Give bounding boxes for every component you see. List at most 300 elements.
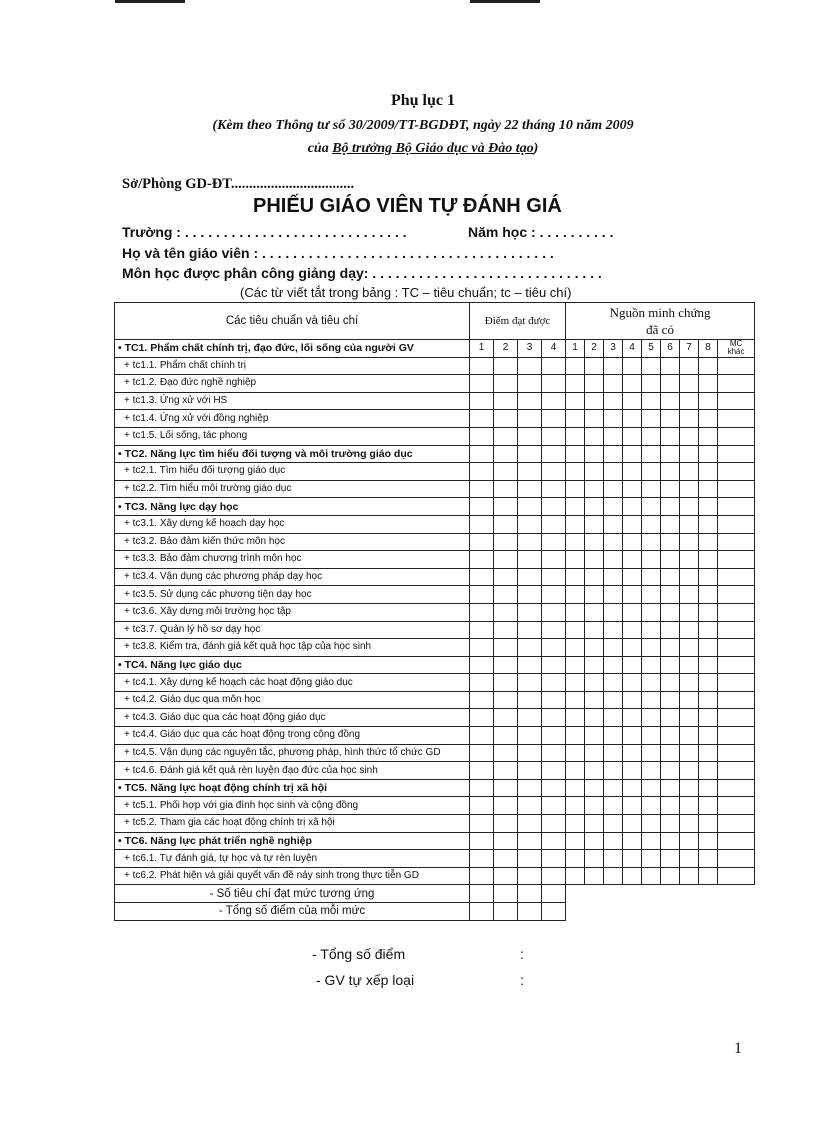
evidence-cell[interactable] — [566, 410, 585, 428]
summary-score-cell[interactable] — [542, 903, 566, 921]
evidence-cell[interactable] — [604, 779, 623, 797]
score-cell[interactable] — [518, 744, 542, 762]
evidence-cell[interactable] — [661, 551, 680, 569]
evidence-cell[interactable] — [623, 392, 642, 410]
score-cell[interactable] — [542, 621, 566, 639]
score-cell[interactable] — [518, 674, 542, 692]
evidence-cell[interactable] — [642, 639, 661, 657]
score-cell[interactable] — [518, 568, 542, 586]
score-cell[interactable] — [494, 762, 518, 780]
evidence-cell[interactable] — [623, 832, 642, 850]
score-cell[interactable] — [470, 603, 494, 621]
score-cell[interactable] — [518, 621, 542, 639]
score-cell[interactable] — [518, 656, 542, 674]
score-cell[interactable] — [494, 515, 518, 533]
evidence-cell[interactable] — [604, 392, 623, 410]
evidence-cell[interactable] — [585, 498, 604, 516]
score-cell[interactable] — [494, 727, 518, 745]
evidence-cell[interactable] — [699, 656, 718, 674]
evidence-cell[interactable] — [661, 639, 680, 657]
evidence-cell[interactable] — [585, 357, 604, 375]
summary-score-cell[interactable] — [494, 903, 518, 921]
evidence-cell[interactable] — [566, 603, 585, 621]
score-cell[interactable] — [470, 639, 494, 657]
evidence-cell[interactable] — [642, 515, 661, 533]
evidence-cell[interactable] — [642, 551, 661, 569]
evidence-cell[interactable] — [680, 603, 699, 621]
evidence-cell[interactable] — [718, 727, 755, 745]
evidence-cell[interactable] — [642, 815, 661, 833]
evidence-cell[interactable] — [623, 427, 642, 445]
score-cell[interactable] — [470, 674, 494, 692]
evidence-cell[interactable] — [680, 375, 699, 393]
evidence-cell[interactable] — [623, 797, 642, 815]
evidence-cell[interactable] — [699, 427, 718, 445]
evidence-cell[interactable] — [661, 762, 680, 780]
score-cell[interactable] — [518, 639, 542, 657]
evidence-cell[interactable] — [604, 498, 623, 516]
evidence-cell[interactable] — [566, 815, 585, 833]
evidence-cell[interactable] — [661, 867, 680, 885]
evidence-cell[interactable] — [604, 815, 623, 833]
evidence-cell[interactable] — [718, 674, 755, 692]
evidence-cell[interactable] — [566, 674, 585, 692]
evidence-cell[interactable] — [642, 410, 661, 428]
evidence-cell[interactable] — [642, 779, 661, 797]
evidence-cell[interactable] — [585, 621, 604, 639]
evidence-cell[interactable] — [604, 762, 623, 780]
evidence-cell[interactable] — [642, 709, 661, 727]
evidence-cell[interactable] — [585, 375, 604, 393]
score-cell[interactable] — [470, 515, 494, 533]
evidence-cell[interactable] — [680, 445, 699, 463]
score-cell[interactable] — [518, 815, 542, 833]
score-cell[interactable] — [542, 779, 566, 797]
evidence-cell[interactable] — [680, 779, 699, 797]
evidence-cell[interactable] — [566, 850, 585, 868]
evidence-cell[interactable] — [680, 551, 699, 569]
evidence-cell[interactable] — [623, 762, 642, 780]
evidence-cell[interactable] — [680, 850, 699, 868]
evidence-cell[interactable] — [585, 850, 604, 868]
score-cell[interactable] — [494, 656, 518, 674]
evidence-cell[interactable] — [699, 850, 718, 868]
evidence-cell[interactable] — [566, 797, 585, 815]
evidence-cell[interactable] — [699, 674, 718, 692]
evidence-cell[interactable] — [585, 480, 604, 498]
evidence-cell[interactable] — [566, 727, 585, 745]
score-cell[interactable] — [494, 815, 518, 833]
evidence-cell[interactable] — [699, 480, 718, 498]
score-cell[interactable] — [542, 498, 566, 516]
evidence-cell[interactable] — [661, 727, 680, 745]
score-cell[interactable] — [470, 744, 494, 762]
evidence-cell[interactable] — [699, 375, 718, 393]
evidence-cell[interactable] — [642, 427, 661, 445]
score-cell[interactable] — [470, 867, 494, 885]
score-cell[interactable] — [542, 480, 566, 498]
evidence-cell[interactable] — [661, 427, 680, 445]
evidence-cell[interactable] — [623, 744, 642, 762]
score-cell[interactable] — [494, 709, 518, 727]
evidence-cell[interactable] — [566, 515, 585, 533]
evidence-cell[interactable] — [623, 551, 642, 569]
score-cell[interactable] — [518, 603, 542, 621]
evidence-cell[interactable] — [566, 586, 585, 604]
evidence-cell[interactable] — [604, 551, 623, 569]
summary-score-cell[interactable] — [542, 885, 566, 903]
score-cell[interactable] — [470, 797, 494, 815]
evidence-cell[interactable] — [566, 498, 585, 516]
evidence-cell[interactable] — [680, 674, 699, 692]
score-cell[interactable] — [542, 727, 566, 745]
evidence-cell[interactable] — [661, 533, 680, 551]
evidence-cell[interactable] — [642, 568, 661, 586]
evidence-cell[interactable] — [661, 832, 680, 850]
score-cell[interactable] — [542, 762, 566, 780]
evidence-cell[interactable] — [604, 709, 623, 727]
score-cell[interactable] — [542, 639, 566, 657]
evidence-cell[interactable] — [566, 639, 585, 657]
evidence-cell[interactable] — [585, 709, 604, 727]
evidence-cell[interactable] — [604, 445, 623, 463]
evidence-cell[interactable] — [585, 427, 604, 445]
evidence-cell[interactable] — [699, 568, 718, 586]
evidence-cell[interactable] — [680, 392, 699, 410]
score-cell[interactable] — [494, 674, 518, 692]
evidence-cell[interactable] — [680, 744, 699, 762]
score-cell[interactable] — [518, 727, 542, 745]
evidence-cell[interactable] — [604, 568, 623, 586]
score-cell[interactable] — [470, 551, 494, 569]
evidence-cell[interactable] — [699, 498, 718, 516]
evidence-cell[interactable] — [604, 375, 623, 393]
score-cell[interactable] — [494, 463, 518, 481]
evidence-cell[interactable] — [718, 480, 755, 498]
evidence-cell[interactable] — [661, 357, 680, 375]
score-cell[interactable] — [494, 867, 518, 885]
score-cell[interactable] — [542, 691, 566, 709]
evidence-cell[interactable] — [718, 867, 755, 885]
evidence-cell[interactable] — [699, 744, 718, 762]
score-cell[interactable] — [494, 357, 518, 375]
evidence-cell[interactable] — [718, 779, 755, 797]
evidence-cell[interactable] — [661, 691, 680, 709]
summary-score-cell[interactable] — [470, 903, 494, 921]
evidence-cell[interactable] — [585, 867, 604, 885]
evidence-cell[interactable] — [604, 586, 623, 604]
score-cell[interactable] — [494, 850, 518, 868]
evidence-cell[interactable] — [623, 850, 642, 868]
evidence-cell[interactable] — [661, 586, 680, 604]
evidence-cell[interactable] — [623, 674, 642, 692]
evidence-cell[interactable] — [718, 603, 755, 621]
evidence-cell[interactable] — [699, 410, 718, 428]
score-cell[interactable] — [542, 568, 566, 586]
evidence-cell[interactable] — [661, 463, 680, 481]
evidence-cell[interactable] — [680, 691, 699, 709]
evidence-cell[interactable] — [718, 515, 755, 533]
evidence-cell[interactable] — [566, 691, 585, 709]
score-cell[interactable] — [494, 586, 518, 604]
score-cell[interactable] — [542, 515, 566, 533]
score-cell[interactable] — [494, 603, 518, 621]
evidence-cell[interactable] — [604, 691, 623, 709]
evidence-cell[interactable] — [623, 375, 642, 393]
score-cell[interactable] — [470, 691, 494, 709]
evidence-cell[interactable] — [585, 586, 604, 604]
evidence-cell[interactable] — [718, 762, 755, 780]
evidence-cell[interactable] — [680, 815, 699, 833]
evidence-cell[interactable] — [642, 603, 661, 621]
score-cell[interactable] — [494, 691, 518, 709]
score-cell[interactable] — [470, 656, 494, 674]
evidence-cell[interactable] — [604, 674, 623, 692]
evidence-cell[interactable] — [585, 744, 604, 762]
evidence-cell[interactable] — [566, 762, 585, 780]
score-cell[interactable] — [542, 375, 566, 393]
evidence-cell[interactable] — [642, 850, 661, 868]
evidence-cell[interactable] — [661, 815, 680, 833]
evidence-cell[interactable] — [566, 779, 585, 797]
evidence-cell[interactable] — [699, 691, 718, 709]
evidence-cell[interactable] — [604, 515, 623, 533]
evidence-cell[interactable] — [699, 815, 718, 833]
evidence-cell[interactable] — [718, 639, 755, 657]
score-cell[interactable] — [470, 357, 494, 375]
evidence-cell[interactable] — [623, 357, 642, 375]
evidence-cell[interactable] — [718, 392, 755, 410]
evidence-cell[interactable] — [718, 427, 755, 445]
evidence-cell[interactable] — [623, 815, 642, 833]
evidence-cell[interactable] — [623, 586, 642, 604]
evidence-cell[interactable] — [680, 410, 699, 428]
score-cell[interactable] — [542, 815, 566, 833]
evidence-cell[interactable] — [566, 621, 585, 639]
evidence-cell[interactable] — [604, 480, 623, 498]
evidence-cell[interactable] — [585, 762, 604, 780]
evidence-cell[interactable] — [604, 410, 623, 428]
evidence-cell[interactable] — [623, 568, 642, 586]
evidence-cell[interactable] — [680, 480, 699, 498]
evidence-cell[interactable] — [680, 533, 699, 551]
summary-score-cell[interactable] — [518, 903, 542, 921]
evidence-cell[interactable] — [566, 551, 585, 569]
evidence-cell[interactable] — [585, 410, 604, 428]
evidence-cell[interactable] — [718, 498, 755, 516]
evidence-cell[interactable] — [718, 709, 755, 727]
score-cell[interactable] — [542, 674, 566, 692]
evidence-cell[interactable] — [604, 744, 623, 762]
evidence-cell[interactable] — [585, 463, 604, 481]
score-cell[interactable] — [518, 357, 542, 375]
evidence-cell[interactable] — [661, 779, 680, 797]
score-cell[interactable] — [470, 586, 494, 604]
score-cell[interactable] — [470, 480, 494, 498]
evidence-cell[interactable] — [566, 533, 585, 551]
evidence-cell[interactable] — [699, 727, 718, 745]
evidence-cell[interactable] — [680, 498, 699, 516]
score-cell[interactable] — [494, 797, 518, 815]
score-cell[interactable] — [494, 480, 518, 498]
summary-score-cell[interactable] — [470, 885, 494, 903]
evidence-cell[interactable] — [604, 832, 623, 850]
evidence-cell[interactable] — [566, 709, 585, 727]
evidence-cell[interactable] — [718, 744, 755, 762]
evidence-cell[interactable] — [718, 463, 755, 481]
score-cell[interactable] — [470, 727, 494, 745]
score-cell[interactable] — [494, 533, 518, 551]
evidence-cell[interactable] — [718, 621, 755, 639]
evidence-cell[interactable] — [623, 656, 642, 674]
evidence-cell[interactable] — [642, 357, 661, 375]
evidence-cell[interactable] — [585, 392, 604, 410]
score-cell[interactable] — [518, 850, 542, 868]
evidence-cell[interactable] — [699, 586, 718, 604]
evidence-cell[interactable] — [642, 691, 661, 709]
score-cell[interactable] — [494, 779, 518, 797]
evidence-cell[interactable] — [566, 375, 585, 393]
score-cell[interactable] — [470, 375, 494, 393]
evidence-cell[interactable] — [699, 603, 718, 621]
score-cell[interactable] — [518, 463, 542, 481]
score-cell[interactable] — [518, 480, 542, 498]
score-cell[interactable] — [518, 867, 542, 885]
evidence-cell[interactable] — [699, 463, 718, 481]
evidence-cell[interactable] — [585, 691, 604, 709]
score-cell[interactable] — [470, 533, 494, 551]
evidence-cell[interactable] — [642, 797, 661, 815]
evidence-cell[interactable] — [680, 515, 699, 533]
evidence-cell[interactable] — [699, 779, 718, 797]
evidence-cell[interactable] — [699, 867, 718, 885]
evidence-cell[interactable] — [699, 621, 718, 639]
score-cell[interactable] — [518, 533, 542, 551]
evidence-cell[interactable] — [718, 357, 755, 375]
evidence-cell[interactable] — [566, 656, 585, 674]
evidence-cell[interactable] — [604, 357, 623, 375]
evidence-cell[interactable] — [566, 867, 585, 885]
evidence-cell[interactable] — [661, 709, 680, 727]
evidence-cell[interactable] — [566, 480, 585, 498]
evidence-cell[interactable] — [718, 551, 755, 569]
score-cell[interactable] — [470, 392, 494, 410]
score-cell[interactable] — [470, 779, 494, 797]
evidence-cell[interactable] — [566, 832, 585, 850]
score-cell[interactable] — [470, 621, 494, 639]
evidence-cell[interactable] — [604, 639, 623, 657]
score-cell[interactable] — [542, 656, 566, 674]
evidence-cell[interactable] — [623, 867, 642, 885]
score-cell[interactable] — [470, 850, 494, 868]
evidence-cell[interactable] — [661, 480, 680, 498]
score-cell[interactable] — [542, 586, 566, 604]
score-cell[interactable] — [518, 832, 542, 850]
evidence-cell[interactable] — [718, 586, 755, 604]
evidence-cell[interactable] — [623, 621, 642, 639]
score-cell[interactable] — [542, 603, 566, 621]
score-cell[interactable] — [494, 375, 518, 393]
evidence-cell[interactable] — [585, 727, 604, 745]
evidence-cell[interactable] — [623, 639, 642, 657]
evidence-cell[interactable] — [699, 392, 718, 410]
score-cell[interactable] — [542, 357, 566, 375]
score-cell[interactable] — [494, 410, 518, 428]
score-cell[interactable] — [518, 392, 542, 410]
evidence-cell[interactable] — [661, 797, 680, 815]
evidence-cell[interactable] — [718, 815, 755, 833]
evidence-cell[interactable] — [718, 832, 755, 850]
evidence-cell[interactable] — [680, 656, 699, 674]
evidence-cell[interactable] — [642, 375, 661, 393]
evidence-cell[interactable] — [661, 674, 680, 692]
evidence-cell[interactable] — [718, 410, 755, 428]
evidence-cell[interactable] — [642, 832, 661, 850]
evidence-cell[interactable] — [680, 621, 699, 639]
score-cell[interactable] — [470, 762, 494, 780]
evidence-cell[interactable] — [680, 427, 699, 445]
evidence-cell[interactable] — [566, 392, 585, 410]
evidence-cell[interactable] — [604, 797, 623, 815]
score-cell[interactable] — [470, 832, 494, 850]
score-cell[interactable] — [518, 498, 542, 516]
score-cell[interactable] — [518, 445, 542, 463]
evidence-cell[interactable] — [718, 375, 755, 393]
evidence-cell[interactable] — [661, 515, 680, 533]
evidence-cell[interactable] — [642, 463, 661, 481]
evidence-cell[interactable] — [661, 603, 680, 621]
score-cell[interactable] — [518, 779, 542, 797]
score-cell[interactable] — [470, 445, 494, 463]
score-cell[interactable] — [518, 375, 542, 393]
score-cell[interactable] — [494, 568, 518, 586]
score-cell[interactable] — [542, 551, 566, 569]
score-cell[interactable] — [518, 762, 542, 780]
score-cell[interactable] — [518, 691, 542, 709]
evidence-cell[interactable] — [680, 568, 699, 586]
evidence-cell[interactable] — [699, 832, 718, 850]
evidence-cell[interactable] — [566, 445, 585, 463]
evidence-cell[interactable] — [623, 463, 642, 481]
score-cell[interactable] — [542, 744, 566, 762]
score-cell[interactable] — [494, 744, 518, 762]
score-cell[interactable] — [542, 463, 566, 481]
score-cell[interactable] — [542, 850, 566, 868]
score-cell[interactable] — [542, 709, 566, 727]
evidence-cell[interactable] — [585, 815, 604, 833]
evidence-cell[interactable] — [699, 709, 718, 727]
evidence-cell[interactable] — [604, 727, 623, 745]
evidence-cell[interactable] — [642, 392, 661, 410]
evidence-cell[interactable] — [718, 656, 755, 674]
evidence-cell[interactable] — [661, 744, 680, 762]
evidence-cell[interactable] — [642, 674, 661, 692]
evidence-cell[interactable] — [623, 480, 642, 498]
evidence-cell[interactable] — [642, 533, 661, 551]
evidence-cell[interactable] — [623, 779, 642, 797]
evidence-cell[interactable] — [604, 656, 623, 674]
score-cell[interactable] — [518, 551, 542, 569]
evidence-cell[interactable] — [642, 498, 661, 516]
score-cell[interactable] — [542, 533, 566, 551]
evidence-cell[interactable] — [604, 533, 623, 551]
score-cell[interactable] — [518, 709, 542, 727]
evidence-cell[interactable] — [566, 568, 585, 586]
evidence-cell[interactable] — [623, 498, 642, 516]
evidence-cell[interactable] — [661, 445, 680, 463]
evidence-cell[interactable] — [585, 445, 604, 463]
evidence-cell[interactable] — [661, 498, 680, 516]
